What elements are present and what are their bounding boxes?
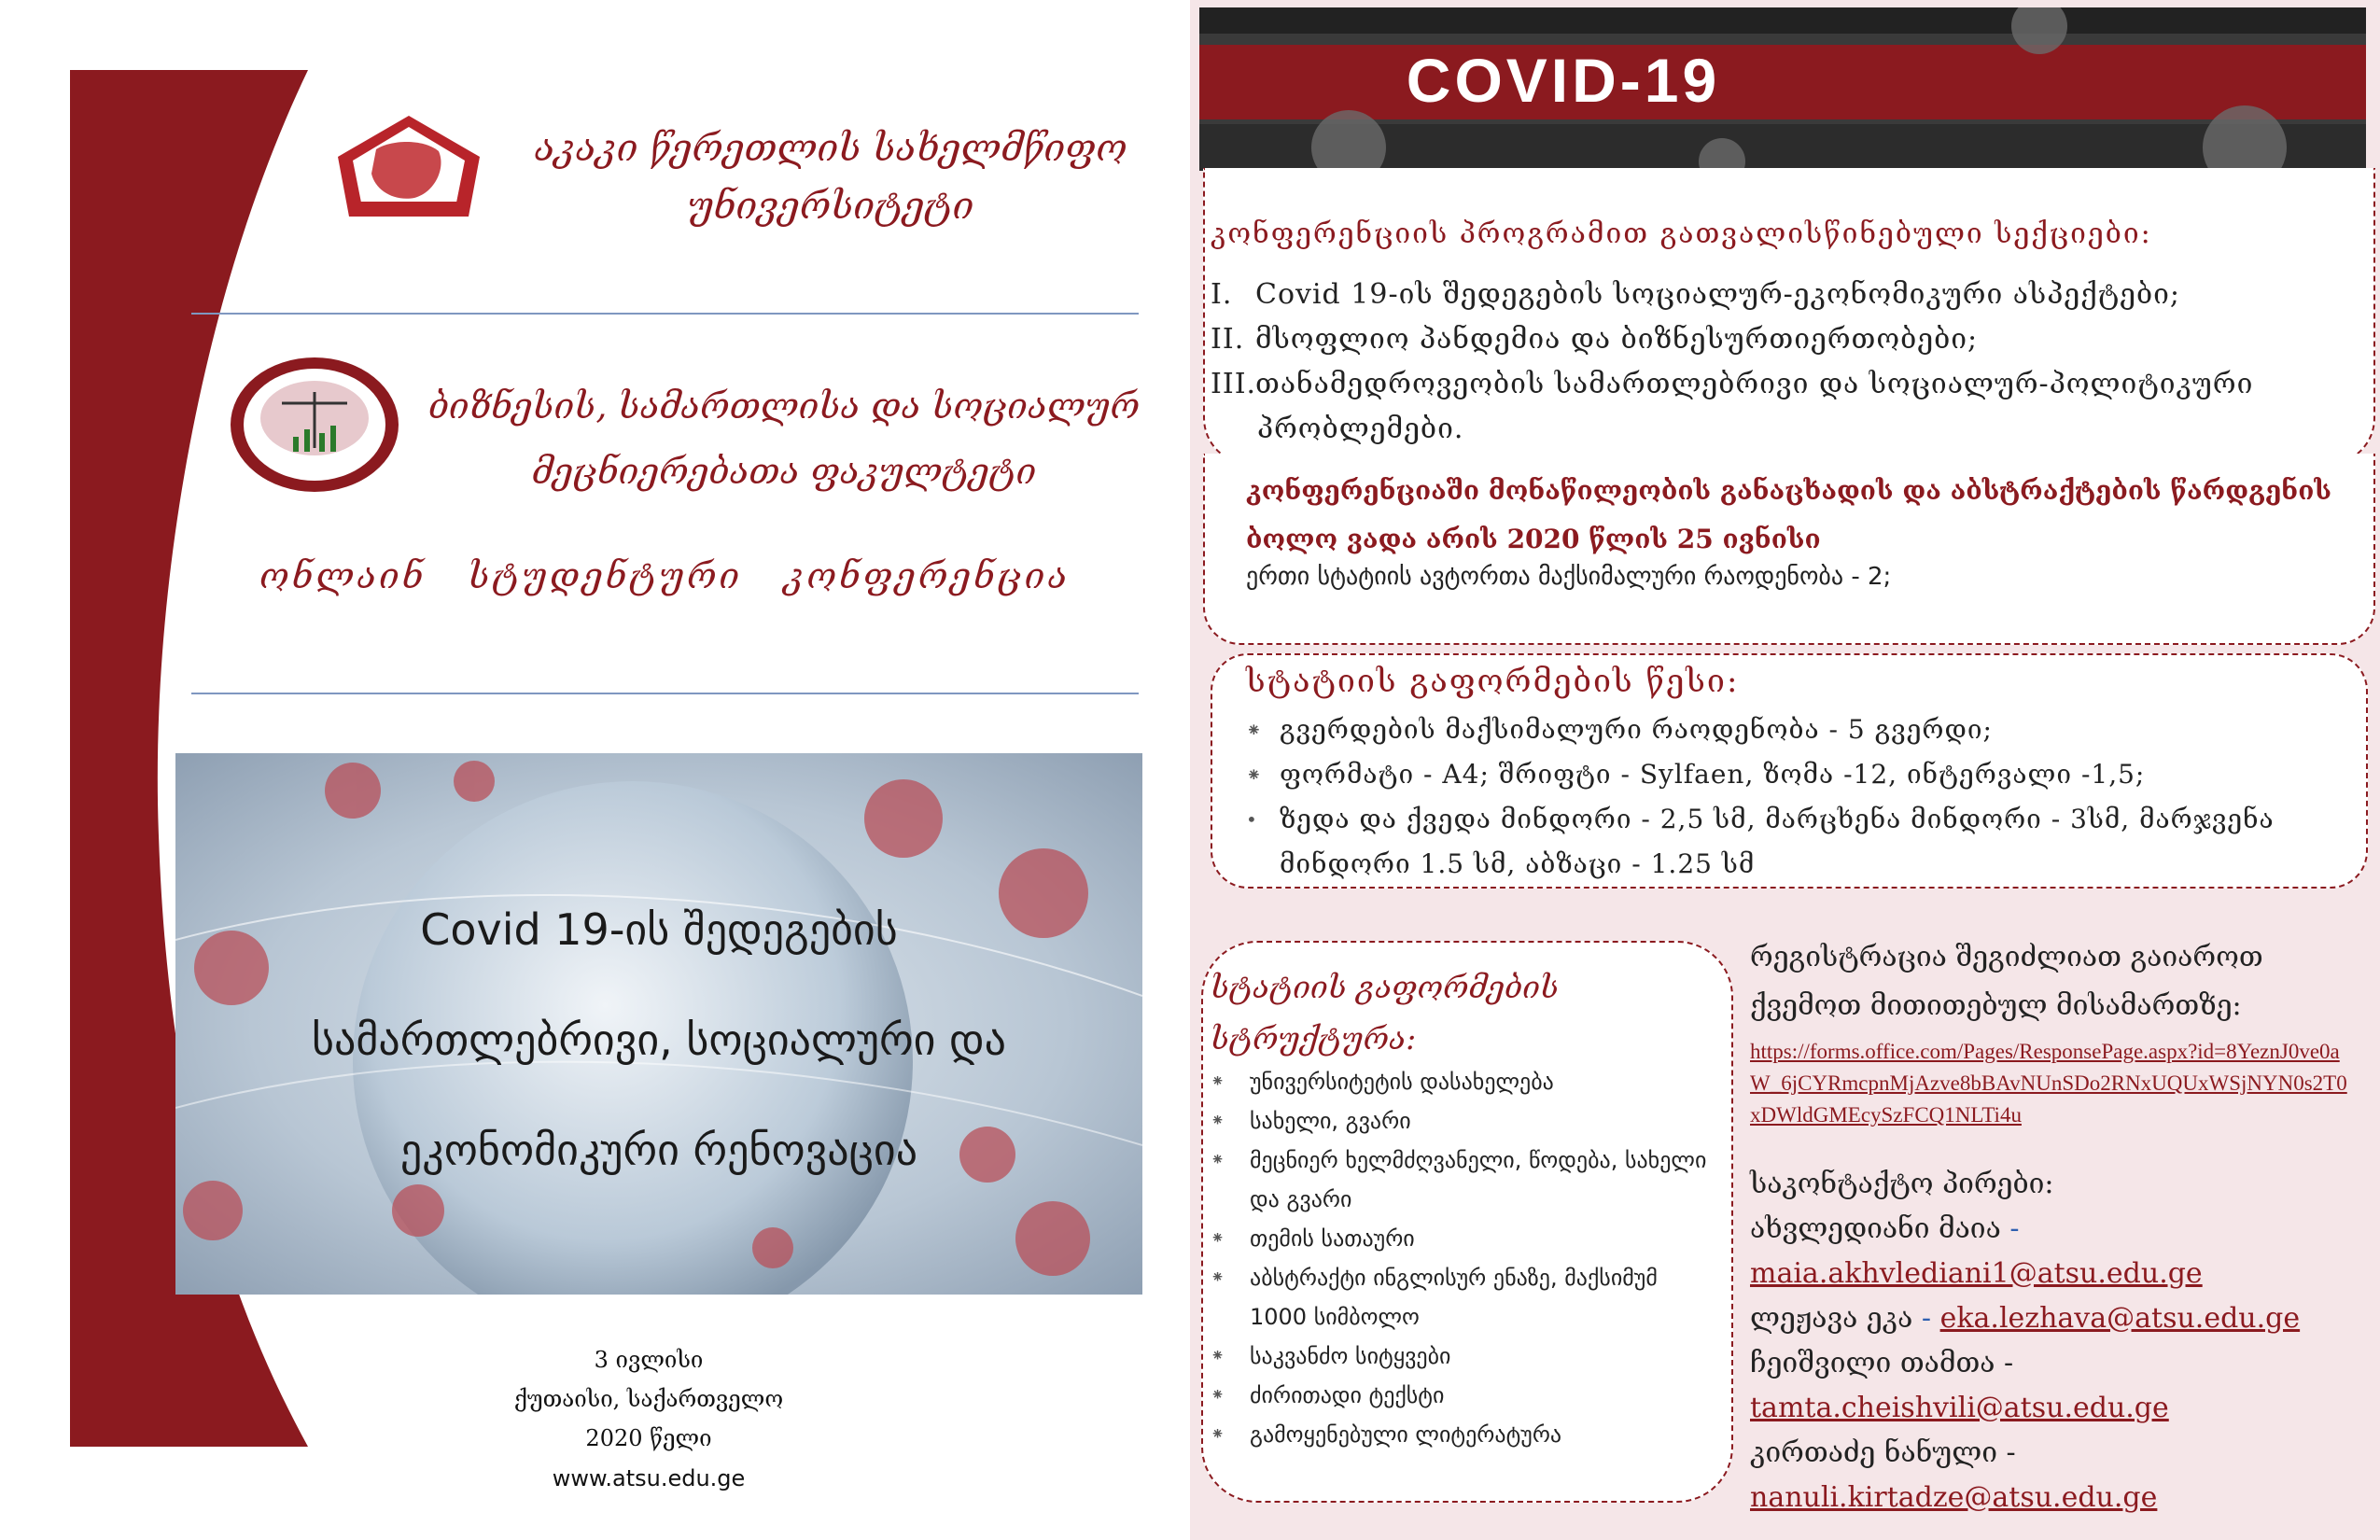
divider-top	[191, 313, 1139, 315]
section-item	[1211, 273, 2368, 317]
hero-title-line-2: სამართლებრივი, სოციალური და	[311, 1015, 1007, 1065]
faculty-name-line-1: ბიზნესის, სამართლისა და სოციალურ	[427, 385, 1141, 427]
structure-list	[1211, 1062, 1715, 1454]
deadline-notice	[1246, 467, 2357, 564]
right-panel	[1190, 0, 2380, 1540]
contact-email[interactable]: tamta.cheishvili@atsu.edu.ge	[1750, 1392, 2169, 1424]
structure-item-text: საკვანძო სიტყვები	[1250, 1343, 1451, 1369]
registration-link[interactable]: https://forms.office.com/Pages/ResponsePage.aspx?id=8YeznJ0ve0aW_6jCYRmcpnMjAzve8bBAvNUnSDo2RNxUQUxWSjNYN0s2T0xDWldGMEcySzFCQ1NLTi4u	[1750, 1040, 2347, 1127]
contact-email[interactable]: nanuli.kirtadze@atsu.edu.ge	[1750, 1481, 2158, 1514]
structure-item	[1211, 1101, 1715, 1141]
structure-item	[1211, 1258, 1715, 1337]
section-number: II.	[1211, 323, 1245, 356]
structure-item-text: აბსტრაქტი ინგლისურ ენაზე, მაქსიმუმ 1000 სიმბოლო	[1250, 1265, 1658, 1330]
structure-item	[1211, 1062, 1715, 1101]
structure-item	[1211, 1376, 1715, 1415]
contact-name-text: კირთაძე ნანული	[1750, 1436, 1997, 1469]
section-text-continuation: პრობლემები.	[1257, 413, 1464, 445]
bullet-icon: ⁕	[1211, 1385, 1225, 1405]
bullet-icon: ⁕	[1211, 1267, 1225, 1287]
website-link[interactable]: www.atsu.edu.ge	[552, 1465, 746, 1491]
format-rule	[1246, 707, 2357, 752]
hero-title-line-1: Covid 19-ის შედეგების	[420, 904, 898, 955]
event-year: 2020 წელი	[585, 1425, 712, 1451]
structure-item	[1211, 1141, 1715, 1219]
section-text: მსოფლიო პანდემია და ბიზნესურთიერთობები;	[1255, 323, 1979, 356]
event-date: 3 ივლისი	[594, 1347, 704, 1373]
bullet-icon: ⁕	[1246, 719, 1263, 741]
section-item	[1211, 362, 2368, 407]
bullet-icon: ⁕	[1211, 1111, 1225, 1130]
banner-title: COVID-19	[1406, 46, 1721, 115]
university-name	[504, 119, 1157, 235]
registration-title	[1750, 933, 2357, 1030]
section-text: თანამედროვეობის სამართლებრივი და სოციალურ-პოლიტიკური	[1255, 368, 2254, 400]
structure-item-text: გამოყენებული ლიტერატურა	[1250, 1421, 1562, 1448]
bullet-icon: •	[1246, 808, 1258, 831]
bullet-icon: ⁕	[1211, 1228, 1225, 1248]
divider-bottom	[191, 693, 1139, 694]
university-name-line-2: უნივერსიტეტი	[687, 185, 974, 228]
hero-image	[175, 753, 1142, 1295]
registration-title-line-1: რეგისტრაცია შეგიძლიათ გაიაროთ	[1750, 941, 2263, 973]
contact-separator: -	[2009, 1212, 2020, 1245]
contact-name: კირთაძე ნანული -	[1750, 1436, 2016, 1469]
conference-type: ონლაინ სტუდენტური კონფერენცია	[259, 555, 1071, 596]
contact-separator: -	[1921, 1302, 1932, 1335]
format-rule	[1246, 752, 2357, 797]
structure-item	[1211, 1219, 1715, 1258]
structure-title-line-2: სტრუქტურა:	[1211, 1020, 1417, 1057]
contact-email[interactable]: maia.akhvlediani1@atsu.edu.ge	[1750, 1257, 2203, 1290]
event-location: ქუთაისი, საქართველო	[513, 1386, 784, 1412]
format-rule-text: ფორმატი - A4; შრიფტი - Sylfaen, ზომა -12, ინტერვალი -1,5;	[1280, 759, 2146, 790]
contacts-title: საკონტაქტო პირები:	[1750, 1168, 2054, 1200]
university-name-line-1: აკაკი წერეთლის სახელმწიფო	[534, 127, 1127, 170]
structure-title	[1211, 961, 1715, 1064]
section-text: Covid 19-ის შედეგების სოციალურ-ეკონომიკური ასპექტები;	[1255, 278, 2181, 311]
section-number: I.	[1211, 278, 1233, 311]
contact-name-text: ახვლედიანი მაია	[1750, 1212, 2001, 1245]
registration-block	[1750, 933, 2357, 1131]
university-logo	[334, 112, 483, 219]
format-rule-text: გვერდების მაქსიმალური რაოდენობა - 5 გვერდი;	[1280, 714, 1993, 745]
faculty-name-line-2: მეცნიერებათა ფაკულტეტი	[531, 451, 1037, 492]
section-item	[1211, 317, 2368, 362]
structure-item-text: სახელი, გვარი	[1250, 1108, 1411, 1134]
hero-title-line-3: ეკონომიკური რენოვაცია	[399, 1125, 918, 1175]
structure-item	[1211, 1415, 1715, 1454]
deadline-line-1: კონფერენციაში მონაწილეობის განაცხადის და აბსტრაქტების წარდგენის	[1246, 475, 2332, 506]
bullet-icon: ⁕	[1211, 1071, 1225, 1091]
format-rule	[1246, 797, 2357, 887]
contact-name-text: ლეჟავა ეკა	[1750, 1302, 1913, 1335]
format-title: სტატიის გაფორმების წესი:	[1246, 663, 1740, 700]
contact-line	[1750, 1296, 2357, 1341]
bullet-icon: ⁕	[1246, 763, 1263, 786]
structure-item-text: ძირითადი ტექსტი	[1250, 1382, 1445, 1408]
faculty-name	[425, 373, 1143, 504]
structure-title-line-1: სტატიის გაფორმების	[1211, 969, 1560, 1005]
structure-item-text: უნივერსიტეტის დასახელება	[1250, 1069, 1554, 1095]
sections-title: კონფერენციის პროგრამით გათვალისწინებული სექციები:	[1211, 217, 2152, 250]
structure-item-text: მეცნიერ ხელმძღვანელი, წოდება, სახელი და გვარი	[1250, 1147, 1707, 1212]
contact-name: ჩეიშვილი თამთა -	[1750, 1347, 2014, 1379]
sections-list	[1211, 273, 2368, 452]
deadline-line-2: ბოლო ვადა არის 2020 წლის 25 ივნისი	[1246, 524, 1821, 554]
section-number: III.	[1211, 368, 1257, 400]
contacts-block	[1750, 1162, 2357, 1520]
covid-banner	[1199, 7, 2366, 171]
contact-email[interactable]: eka.lezhava@atsu.edu.ge	[1939, 1302, 2301, 1335]
contact-name	[1750, 1207, 2357, 1252]
bullet-icon: ⁕	[1211, 1150, 1225, 1169]
registration-title-line-2: ქვემოთ მითითებულ მისამართზე:	[1750, 989, 2242, 1022]
event-details	[392, 1340, 905, 1458]
bullet-icon: ⁕	[1211, 1424, 1225, 1444]
format-rules-list	[1246, 707, 2357, 887]
faculty-logo	[226, 355, 403, 495]
hero-title	[175, 875, 1142, 1205]
authors-note: ერთი სტატიის ავტორთა მაქსიმალური რაოდენობა - 2;	[1246, 563, 1892, 591]
bullet-icon: ⁕	[1211, 1346, 1225, 1365]
structure-item-text: თემის სათაური	[1250, 1225, 1415, 1252]
contact-name-text: ჩეიშვილი თამთა	[1750, 1347, 1995, 1379]
structure-item	[1211, 1337, 1715, 1376]
format-rule-text: ზედა და ქვედა მინდორი - 2,5 სმ, მარცხენა მინდორი - 3სმ, მარჯვენა მინდორი 1.5 სმ, აბზაცი - 1.25 სმ	[1280, 804, 2275, 879]
